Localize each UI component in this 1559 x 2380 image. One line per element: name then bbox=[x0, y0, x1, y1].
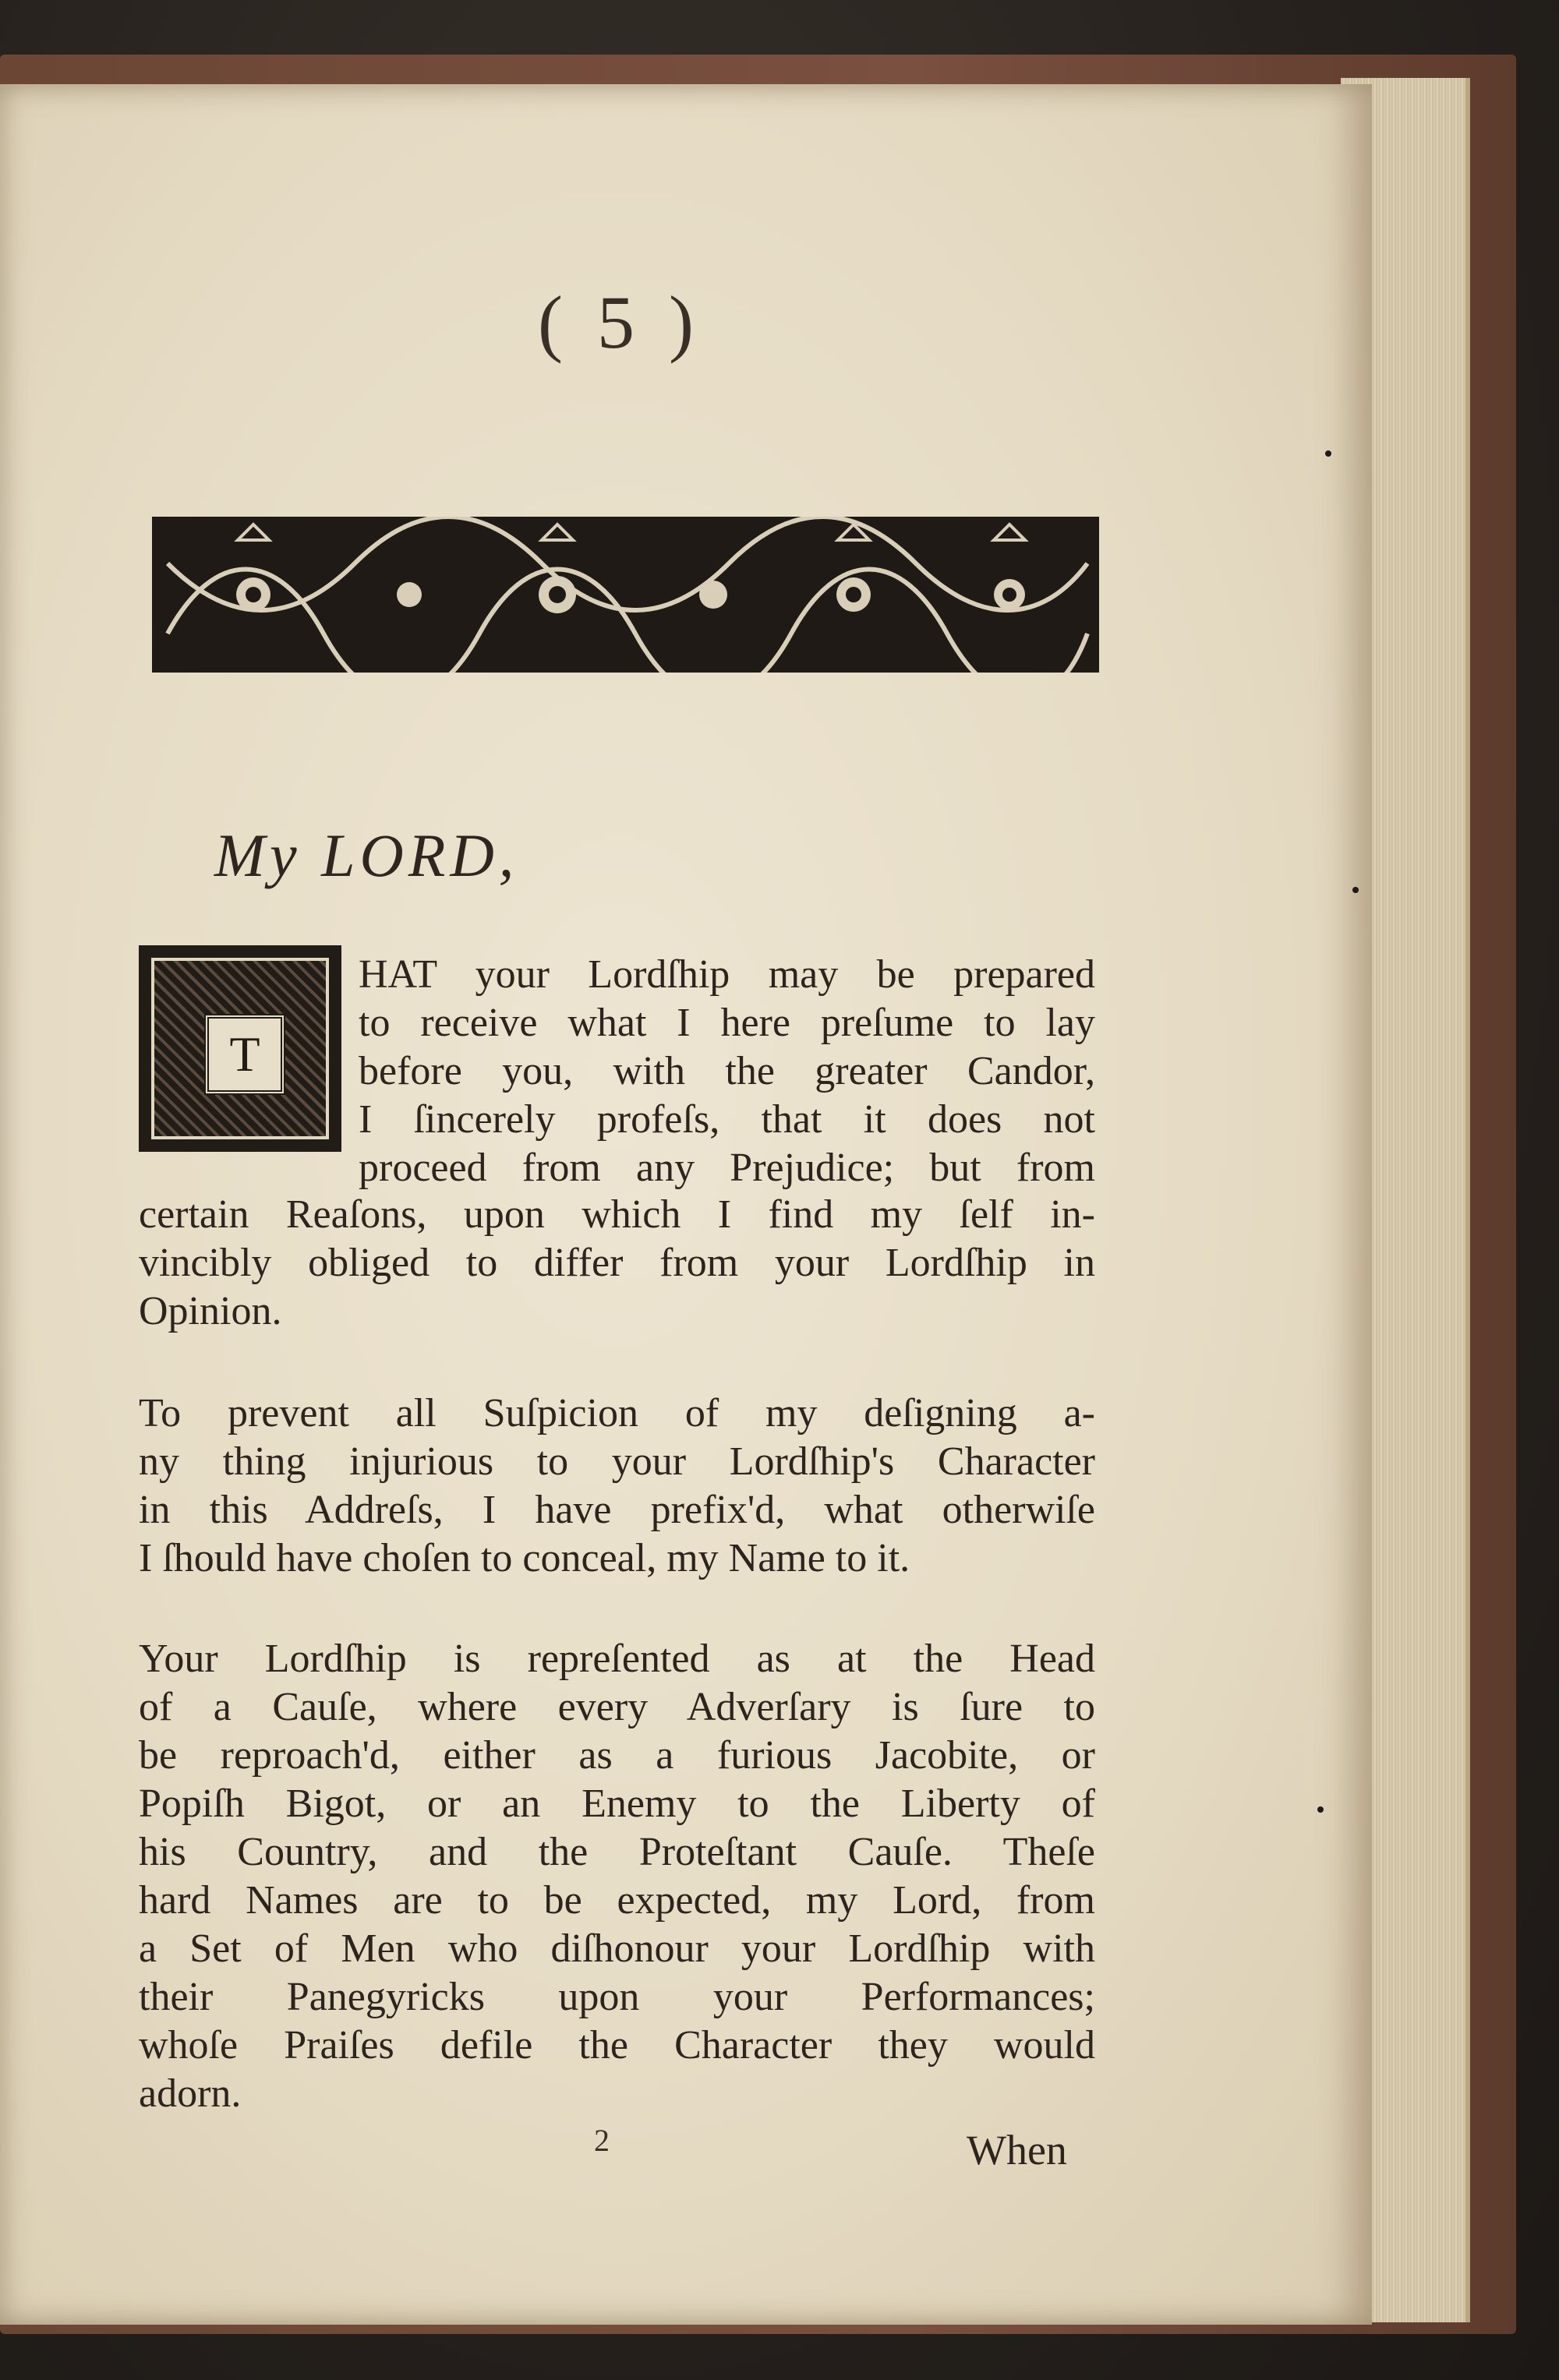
drop-cap-block bbox=[139, 945, 341, 1152]
text-line: adorn. bbox=[139, 2071, 242, 2116]
text-line: a Set of Men who diſhonour your Lordſhip with bbox=[139, 1926, 1095, 1971]
catchword: When bbox=[967, 2127, 1067, 2173]
text-line: of a Cauſe, where every Adverſary is ſure to bbox=[139, 1685, 1095, 1729]
text-line: to receive what I here preſume to lay bbox=[359, 1001, 1095, 1045]
text-line: I ſhould have choſen to conceal, my Name to it. bbox=[139, 1536, 910, 1580]
text-line: proceed from any Prejudice; but from bbox=[359, 1146, 1095, 1190]
signature-mark: 2 bbox=[594, 2123, 610, 2158]
text-line: I ſincerely profeſs, that it does not bbox=[359, 1097, 1095, 1142]
text-line: whoſe Praiſes defile the Character they would bbox=[139, 2023, 1095, 2067]
text-line: HAT your Lordſhip may be prepared bbox=[359, 952, 1095, 997]
text-line: ny thing injurious to your Lordſhip's Character bbox=[139, 1439, 1095, 1484]
paragraph-1-beside-initial bbox=[359, 951, 1095, 1192]
paragraph-1-continued bbox=[139, 1191, 1095, 1336]
book-page bbox=[0, 84, 1372, 2325]
text-line: certain Reaſons, upon which I find my ſelf in- bbox=[139, 1192, 1095, 1237]
text-line: in this Addreſs, I have prefix'd, what otherwiſe bbox=[139, 1488, 1095, 1532]
text-line: be reproach'd, either as a furious Jacobite, or bbox=[139, 1733, 1095, 1778]
text-line: vincibly obliged to differ from your Lordſhip in bbox=[139, 1241, 1095, 1285]
text-line: Popiſh Bigot, or an Enemy to the Liberty of bbox=[139, 1781, 1095, 1826]
text-line: his Country, and the Proteſtant Cauſe. Theſe bbox=[139, 1830, 1095, 1874]
text-line: hard Names are to be expected, my Lord, from bbox=[139, 1878, 1095, 1923]
ink-speck bbox=[1317, 1806, 1324, 1813]
page-number: ( 5 ) bbox=[538, 281, 702, 364]
decorative-headpiece bbox=[152, 517, 1099, 673]
ink-speck bbox=[1325, 450, 1331, 457]
floral-ornament-icon bbox=[152, 517, 1099, 673]
salutation: My LORD, bbox=[214, 821, 519, 889]
text-line: To prevent all Suſpicion of my deſigning a- bbox=[139, 1391, 1095, 1435]
drop-cap-letter: T bbox=[204, 1014, 285, 1095]
text-line: their Panegyricks upon your Performances; bbox=[139, 1975, 1095, 2019]
paragraph-2 bbox=[139, 1390, 1095, 1583]
paragraph-3 bbox=[139, 1635, 1095, 2118]
ink-speck bbox=[1352, 887, 1359, 893]
text-line: Opinion. bbox=[139, 1289, 282, 1333]
text-line: before you, with the greater Candor, bbox=[359, 1049, 1095, 1093]
text-line: Your Lordſhip is repreſented as at the Head bbox=[139, 1637, 1095, 1681]
